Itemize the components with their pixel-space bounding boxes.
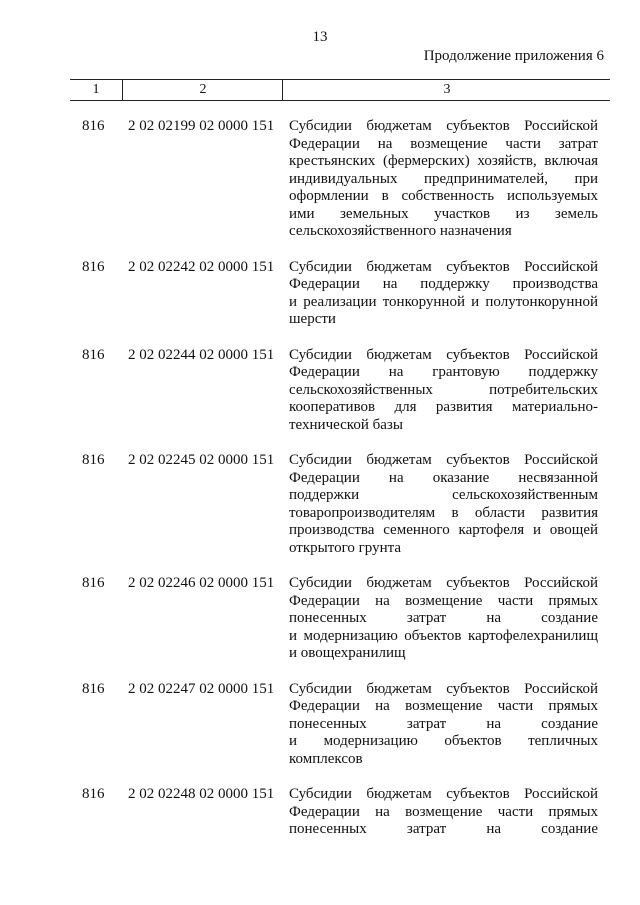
table-row <box>0 118 640 241</box>
revenue-name-line: кооперативов для развития материально- <box>289 399 598 415</box>
revenue-name-line: товаропроизводителям в области развития <box>289 504 598 521</box>
revenue-name-cell <box>289 452 598 557</box>
revenue-name-line: и реализации тонкорунной и полутонкорунной <box>289 293 598 310</box>
revenue-name-line: шерсти <box>289 311 336 327</box>
revenue-name-cell <box>289 575 598 663</box>
table-row <box>0 786 640 839</box>
page-number: 13 <box>312 29 328 45</box>
revenue-name-line: Федерации на возмещение части прямых <box>289 803 598 820</box>
appendix-continuation-label: Продолжение приложения 6 <box>423 48 604 64</box>
revenue-name-line: открытого грунта <box>289 539 401 556</box>
revenue-name-line: понесенных затрат на создание <box>289 610 598 626</box>
budget-classification-code-cell: 2 02 02247 02 0000 151 <box>128 680 275 697</box>
revenue-name-line: комплексов <box>289 750 363 767</box>
revenue-name-line: Субсидии бюджетам субъектов Российской <box>289 258 598 275</box>
budget-classification-code-cell: 2 02 02245 02 0000 151 <box>128 452 275 468</box>
revenue-name-line: Субсидии бюджетам субъектов Российской <box>289 575 598 591</box>
table-column-header <box>70 79 610 101</box>
admin-code-cell: 816 <box>82 452 105 468</box>
revenue-name-line: оформлении в собственность используемых <box>289 188 598 204</box>
revenue-name-line: Федерации на возмещение части затрат <box>289 135 598 152</box>
revenue-name-line: Федерации на возмещение части прямых <box>289 698 598 714</box>
revenue-name-cell <box>289 118 598 241</box>
revenue-name-line: и модернизацию объектов тепличных <box>289 733 598 749</box>
revenue-name-cell <box>289 786 598 839</box>
revenue-name-line: Федерации на грантовую поддержку <box>289 364 598 380</box>
revenue-name-line: понесенных затрат на создание <box>289 715 598 732</box>
revenue-name-line: Федерации на поддержку производства <box>289 276 598 292</box>
admin-code-cell: 816 <box>82 575 105 591</box>
revenue-name-line: ими земельных участков из земель <box>289 205 598 222</box>
revenue-name-line: крестьянских (фермерских) хозяйств, включая <box>289 153 598 169</box>
table-row <box>0 347 640 435</box>
budget-classification-code-cell: 2 02 02246 02 0000 151 <box>128 575 275 591</box>
revenue-name-line: технической базы <box>289 416 403 433</box>
revenue-name-line: и овощехранилищ <box>289 645 406 661</box>
table-row <box>0 452 640 557</box>
table-row <box>0 575 640 663</box>
revenue-name-line: Федерации на оказание несвязанной <box>289 469 598 486</box>
revenue-name-line: сельскохозяйственного назначения <box>289 223 512 239</box>
revenue-name-line: Субсидии бюджетам субъектов Российской <box>289 346 598 363</box>
revenue-name-line: Субсидии бюджетам субъектов Российской <box>289 118 598 134</box>
table-row <box>0 681 640 769</box>
revenue-name-line: понесенных затрат на создание <box>289 821 598 837</box>
revenue-name-cell <box>289 347 598 435</box>
revenue-name-line: Субсидии бюджетам субъектов Российской <box>289 786 598 802</box>
revenue-name-cell <box>289 259 598 329</box>
admin-code-cell: 816 <box>82 680 105 697</box>
revenue-name-line: индивидуальных предпринимателей, при <box>289 170 598 187</box>
revenue-name-line: Субсидии бюджетам субъектов Российской <box>289 452 598 468</box>
column-header-2: 2 <box>122 80 283 100</box>
admin-code-cell: 816 <box>82 118 105 134</box>
column-header-1: 1 <box>92 82 100 97</box>
revenue-name-line: и модернизацию объектов картофелехранилищ <box>289 627 598 644</box>
table-row <box>0 259 640 329</box>
budget-classification-code-cell: 2 02 02244 02 0000 151 <box>128 346 275 363</box>
revenue-name-line: сельскохозяйственных потребительских <box>289 381 598 398</box>
revenue-name-line: Федерации на возмещение части прямых <box>289 592 598 609</box>
budget-classification-code-cell: 2 02 02199 02 0000 151 <box>128 118 275 134</box>
column-header-3: 3 <box>282 80 611 100</box>
revenue-name-line: производства семенного картофеля и овощей <box>289 522 598 538</box>
revenue-name-line: поддержки сельскохозяйственным <box>289 487 598 503</box>
table-body <box>0 118 640 857</box>
revenue-name-cell <box>289 681 598 769</box>
admin-code-cell: 816 <box>82 258 105 275</box>
budget-classification-code-cell: 2 02 02242 02 0000 151 <box>128 258 275 275</box>
admin-code-cell: 816 <box>82 346 105 363</box>
admin-code-cell: 816 <box>82 786 105 802</box>
budget-classification-code-cell: 2 02 02248 02 0000 151 <box>128 786 275 802</box>
revenue-name-line: Субсидии бюджетам субъектов Российской <box>289 680 598 697</box>
